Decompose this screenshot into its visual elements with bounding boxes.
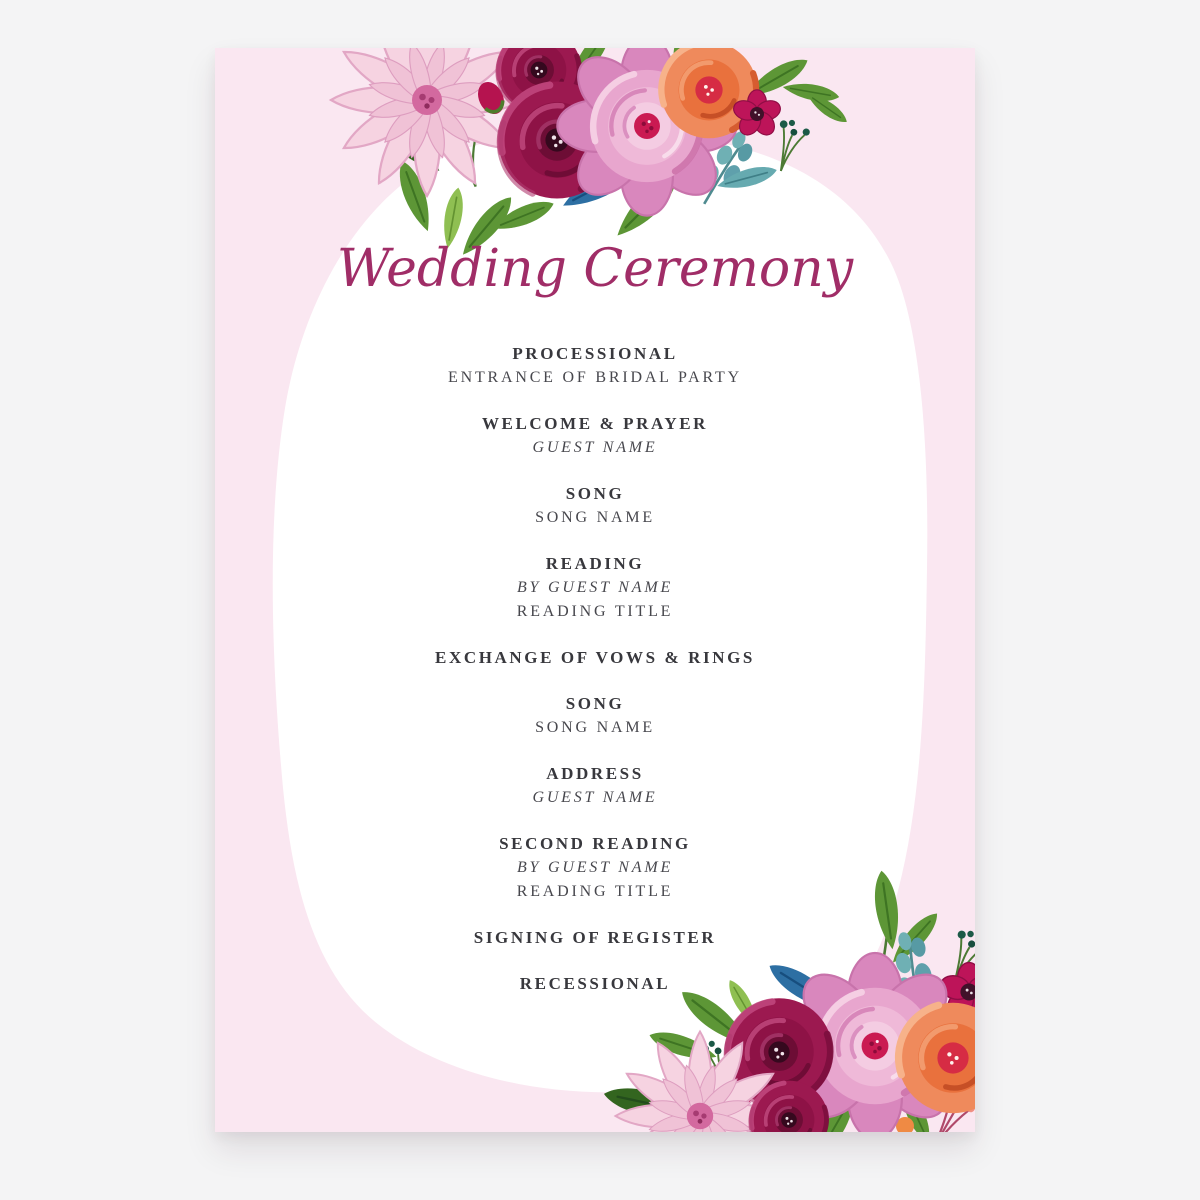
program-line: READING TITLE xyxy=(516,603,674,620)
program-heading: SONG xyxy=(565,484,625,503)
program-section xyxy=(215,832,975,904)
program-line: BY GUEST NAME xyxy=(516,859,674,876)
program-list xyxy=(215,342,975,1018)
program-heading: SECOND READING xyxy=(499,834,691,853)
program-line: GUEST NAME xyxy=(532,439,658,456)
program-section xyxy=(215,646,975,670)
program-heading: RECESSIONAL xyxy=(519,974,671,993)
program-line: GUEST NAME xyxy=(532,789,658,806)
program-section xyxy=(215,926,975,950)
program-heading: SONG xyxy=(565,694,625,713)
program-heading: ADDRESS xyxy=(546,764,644,783)
wedding-program-card xyxy=(215,48,975,1132)
program-line: SONG NAME xyxy=(535,509,655,526)
program-heading: READING xyxy=(545,554,645,573)
program-line: ENTRANCE OF BRIDAL PARTY xyxy=(448,369,742,386)
program-heading: SIGNING OF REGISTER xyxy=(473,928,717,947)
card-title: Wedding Ceremony xyxy=(336,239,854,299)
program-section xyxy=(215,692,975,740)
program-section xyxy=(215,552,975,624)
program-line: BY GUEST NAME xyxy=(516,579,674,596)
program-section xyxy=(215,482,975,530)
program-section xyxy=(215,762,975,810)
program-line: SONG NAME xyxy=(535,719,655,736)
program-line: READING TITLE xyxy=(516,883,674,900)
program-heading: PROCESSIONAL xyxy=(512,344,678,363)
program-heading: EXCHANGE OF VOWS & RINGS xyxy=(435,648,755,667)
program-section xyxy=(215,342,975,390)
program-section xyxy=(215,972,975,996)
program-section xyxy=(215,412,975,460)
program-heading: WELCOME & PRAYER xyxy=(481,414,709,433)
